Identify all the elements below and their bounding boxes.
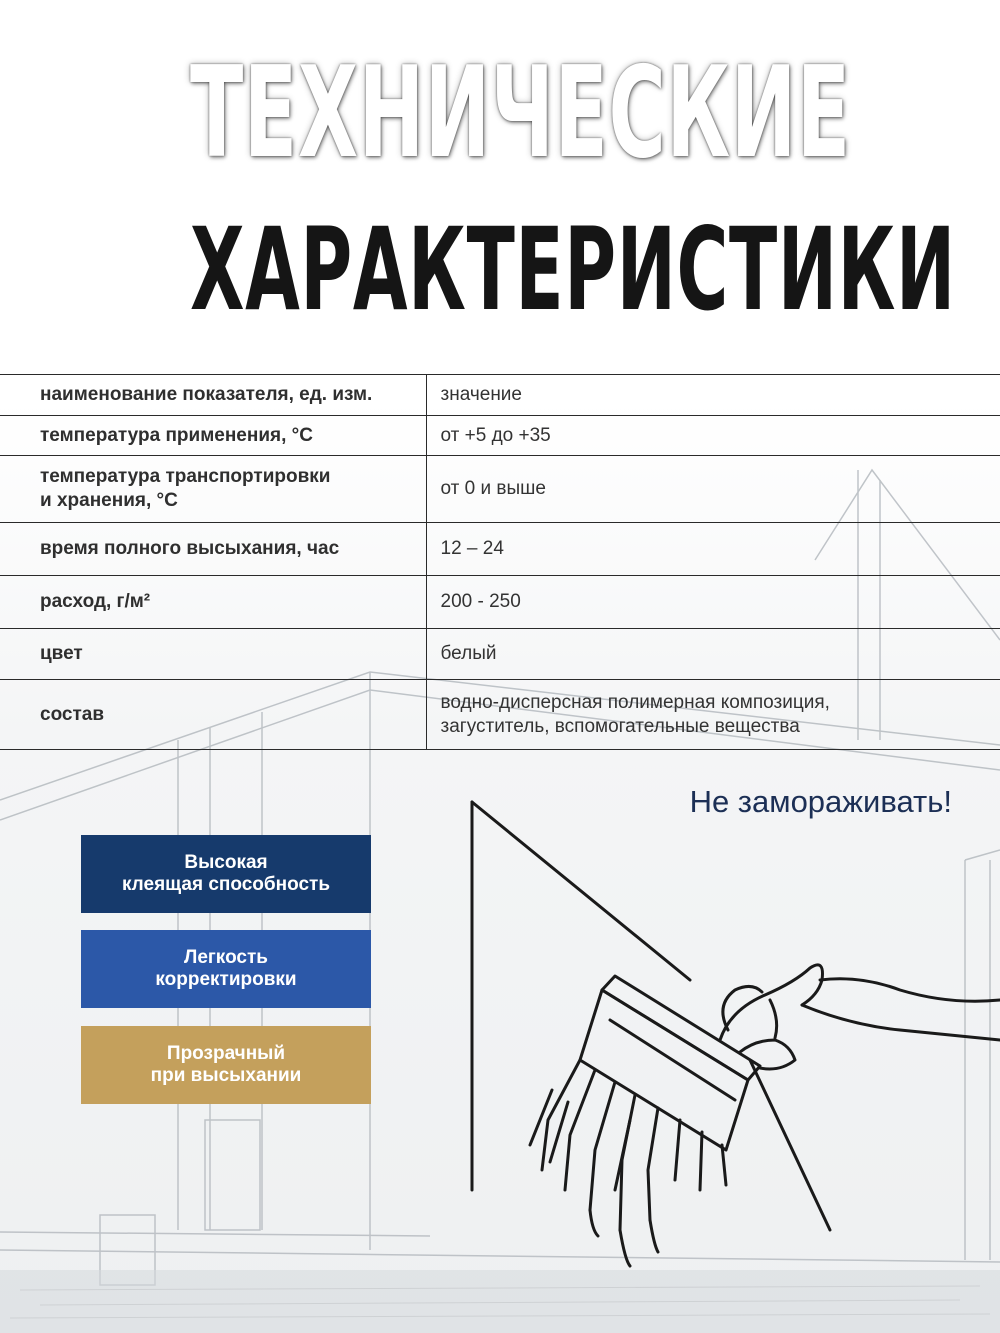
- page-title-line2: ХАРАКТЕРИСТИКИ: [190, 203, 956, 336]
- header-name: наименование показателя, ед. изм.: [0, 375, 426, 416]
- header-value: значение: [426, 375, 1000, 416]
- badge-line1: Легкость: [184, 947, 268, 968]
- badge-line2: корректировки: [155, 969, 297, 990]
- badge-line1: Высокая: [184, 852, 268, 873]
- row-name: [0, 456, 426, 523]
- table-row: [0, 523, 1000, 576]
- table-row: [0, 416, 1000, 456]
- table-row: [0, 680, 1000, 750]
- badge-line2: клеящая способность: [121, 874, 331, 895]
- row-value: белый: [426, 629, 1000, 680]
- row-name-line2: и хранения, °С: [40, 490, 178, 511]
- row-name-line1: температура транспортировки: [40, 466, 331, 487]
- table-row: [0, 629, 1000, 680]
- table-row: [0, 576, 1000, 629]
- feature-badge-adhesion: [81, 835, 371, 913]
- row-value: от +5 до +35: [426, 416, 1000, 456]
- brush-painting-wall-icon: [430, 790, 1000, 1275]
- row-name: состав: [0, 680, 426, 750]
- row-name: цвет: [0, 629, 426, 680]
- feature-badge-transparent: [81, 1026, 371, 1104]
- do-not-freeze-warning: Не замораживать!: [689, 784, 952, 819]
- row-name: время полного высыхания, час: [0, 523, 426, 576]
- row-value: от 0 и выше: [426, 456, 1000, 523]
- row-value: 200 - 250: [426, 576, 1000, 629]
- feature-badge-correction: [81, 930, 371, 1008]
- row-value: 12 – 24: [426, 523, 1000, 576]
- badge-line1: Прозрачный: [166, 1043, 286, 1064]
- table-header-row: [0, 375, 1000, 416]
- row-name: температура применения, °С: [0, 416, 426, 456]
- row-value-line2: загуститель, вспомогательные вещества: [440, 715, 800, 737]
- row-value-line1: водно-дисперсная полимерная композиция,: [440, 691, 830, 713]
- row-name: расход, г/м²: [0, 576, 426, 629]
- spec-table: [0, 374, 1000, 750]
- page-title-line1: ТЕХНИЧЕСКИЕ: [190, 39, 851, 186]
- badge-line2: при высыхании: [150, 1065, 302, 1086]
- table-row: [0, 456, 1000, 523]
- row-value: [426, 680, 1000, 750]
